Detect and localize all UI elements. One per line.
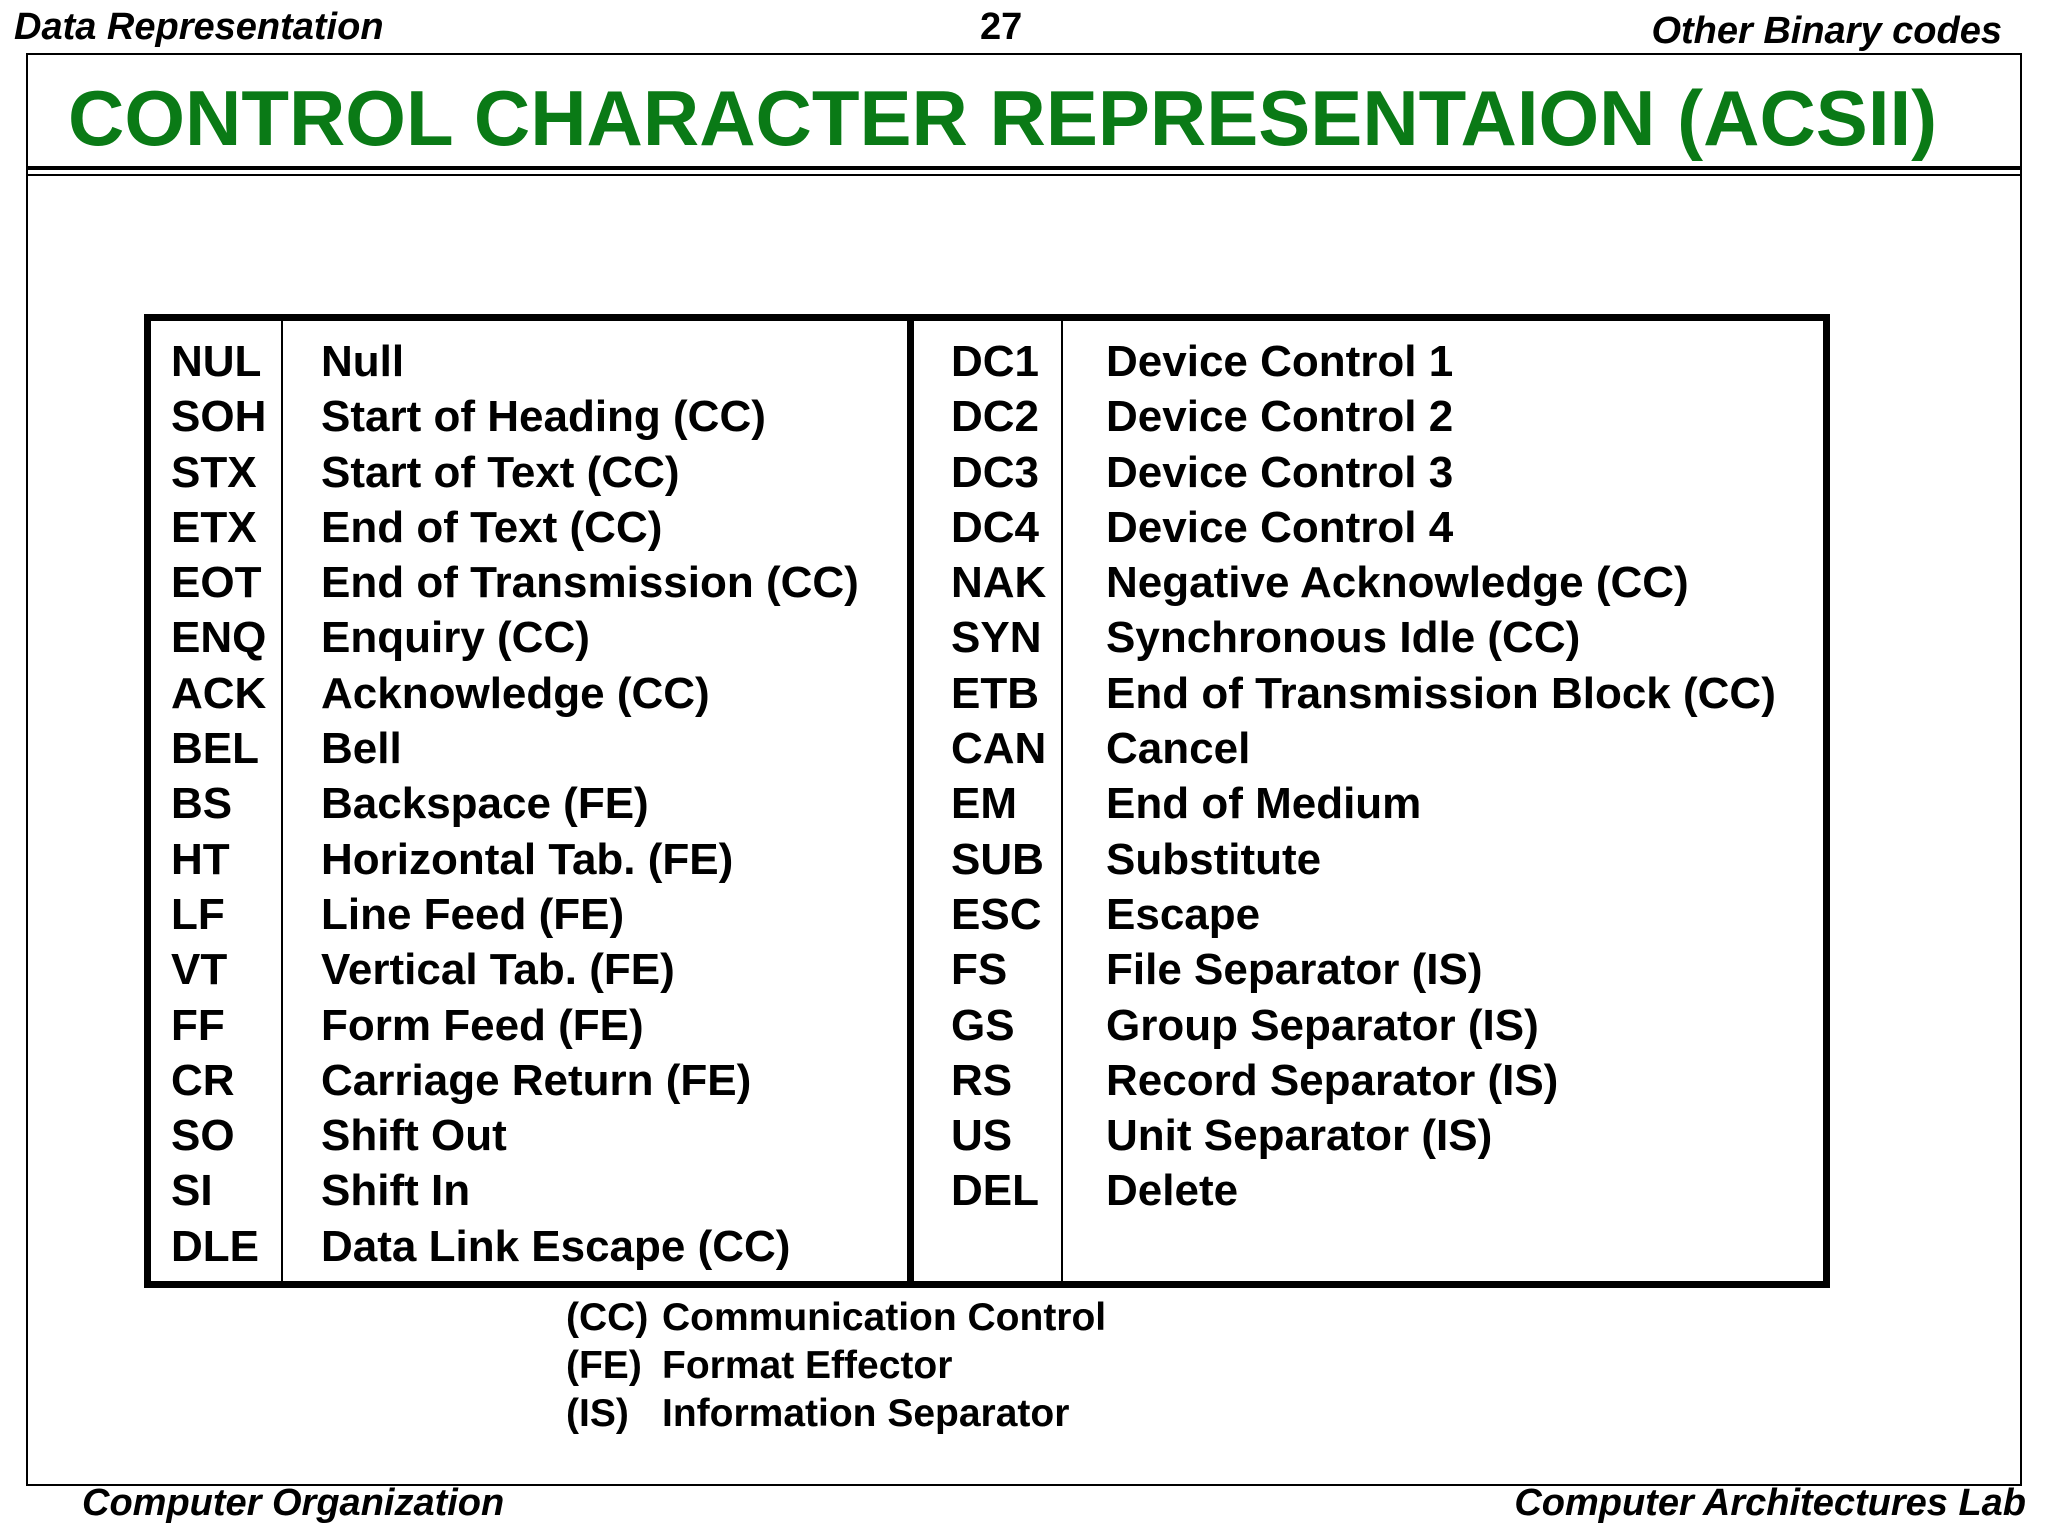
control-description: End of Text (CC) [321, 502, 663, 552]
control-code: STX [171, 447, 257, 497]
title-rule-thick [26, 166, 2022, 170]
control-code: ETB [951, 668, 1039, 718]
control-description: Data Link Escape (CC) [321, 1221, 791, 1271]
control-code: NAK [951, 558, 1047, 608]
header-left-title: Data Representation [14, 6, 384, 48]
control-description: Acknowledge (CC) [321, 668, 710, 718]
control-description: Start of Heading (CC) [321, 392, 766, 442]
control-code: US [951, 1111, 1013, 1161]
control-description: End of Transmission Block (CC) [1106, 668, 1776, 718]
control-description: Record Separator (IS) [1106, 1055, 1559, 1105]
control-description: Horizontal Tab. (FE) [321, 834, 734, 884]
control-description: Null [321, 337, 405, 386]
control-code: SO [171, 1111, 235, 1161]
control-code: ETX [171, 502, 257, 552]
control-code: EOT [171, 558, 262, 608]
control-description: Shift Out [321, 1111, 507, 1161]
control-code: DLE [171, 1221, 259, 1271]
control-description: Group Separator (IS) [1106, 1000, 1539, 1050]
control-character-table [144, 314, 1830, 1288]
footer-right: Computer Architectures Lab [1514, 1482, 2026, 1524]
control-description: Negative Acknowledge (CC) [1106, 558, 1689, 608]
control-description: Device Control 4 [1106, 502, 1454, 552]
control-code: DC3 [951, 447, 1040, 497]
control-code: FF [171, 1000, 225, 1050]
control-code: CR [171, 1055, 235, 1105]
control-code: DC2 [951, 392, 1040, 442]
control-description: End of Medium [1106, 779, 1422, 829]
control-code: FS [951, 945, 1008, 995]
control-description: Device Control 2 [1106, 392, 1454, 442]
control-description: Cancel [1106, 724, 1251, 774]
control-description: Backspace (FE) [321, 779, 649, 829]
control-code: ACK [171, 668, 267, 718]
control-code: SI [171, 1166, 213, 1216]
control-description: Enquiry (CC) [321, 613, 590, 663]
control-code: DC1 [951, 337, 1040, 386]
control-code: DEL [951, 1166, 1039, 1216]
frame-left-border [26, 53, 28, 1485]
control-code: HT [171, 834, 230, 884]
right-column-divider [1061, 321, 1063, 1281]
frame-right-border [2020, 53, 2022, 1485]
control-code: BS [171, 779, 233, 829]
control-code: BEL [171, 724, 259, 774]
legend-abbreviation: (IS) [566, 1392, 629, 1435]
control-code: RS [951, 1055, 1013, 1105]
control-description: Delete [1106, 1166, 1239, 1216]
control-code: LF [171, 889, 225, 939]
legend-text: Information Separator [662, 1392, 1070, 1435]
control-description: Escape [1106, 889, 1261, 939]
legend-text: Format Effector [662, 1344, 953, 1387]
control-description: Unit Separator (IS) [1106, 1111, 1493, 1161]
control-code: GS [951, 1000, 1015, 1050]
control-code: CAN [951, 724, 1047, 774]
control-description: Form Feed (FE) [321, 1000, 644, 1050]
legend-text: Communication Control [662, 1296, 1107, 1339]
frame-top-border [26, 53, 2022, 55]
control-description: Line Feed (FE) [321, 889, 625, 939]
control-description: Device Control 3 [1106, 447, 1454, 497]
control-code: ENQ [171, 613, 267, 663]
footer-left: Computer Organization [82, 1482, 505, 1524]
control-description: Vertical Tab. (FE) [321, 945, 675, 995]
control-description: Device Control 1 [1106, 337, 1454, 386]
legend-abbreviation: (FE) [566, 1344, 642, 1387]
header-right-title: Other Binary codes [1651, 10, 2002, 52]
title-rule-thin [26, 174, 2022, 176]
page-number: 27 [980, 6, 1023, 48]
control-code: DC4 [951, 502, 1040, 552]
control-code: ESC [951, 889, 1042, 939]
control-description: Start of Text (CC) [321, 447, 680, 497]
control-description: Substitute [1106, 834, 1322, 884]
left-column-divider [281, 321, 283, 1281]
control-code: SOH [171, 392, 267, 442]
control-description: Bell [321, 724, 402, 774]
control-code: VT [171, 945, 228, 995]
control-description: File Separator (IS) [1106, 945, 1483, 995]
legend-abbreviation: (CC) [566, 1296, 649, 1339]
center-divider [907, 321, 914, 1281]
control-code: EM [951, 779, 1017, 829]
control-description: Shift In [321, 1166, 471, 1216]
control-description: Synchronous Idle (CC) [1106, 613, 1581, 663]
control-code: SYN [951, 613, 1042, 663]
slide-title: CONTROL CHARACTER REPRESENTAION (ACSII) [68, 74, 1938, 162]
control-description: Carriage Return (FE) [321, 1055, 752, 1105]
control-code: SUB [951, 834, 1044, 884]
control-description: End of Transmission (CC) [321, 558, 859, 608]
control-code: NUL [171, 337, 262, 386]
